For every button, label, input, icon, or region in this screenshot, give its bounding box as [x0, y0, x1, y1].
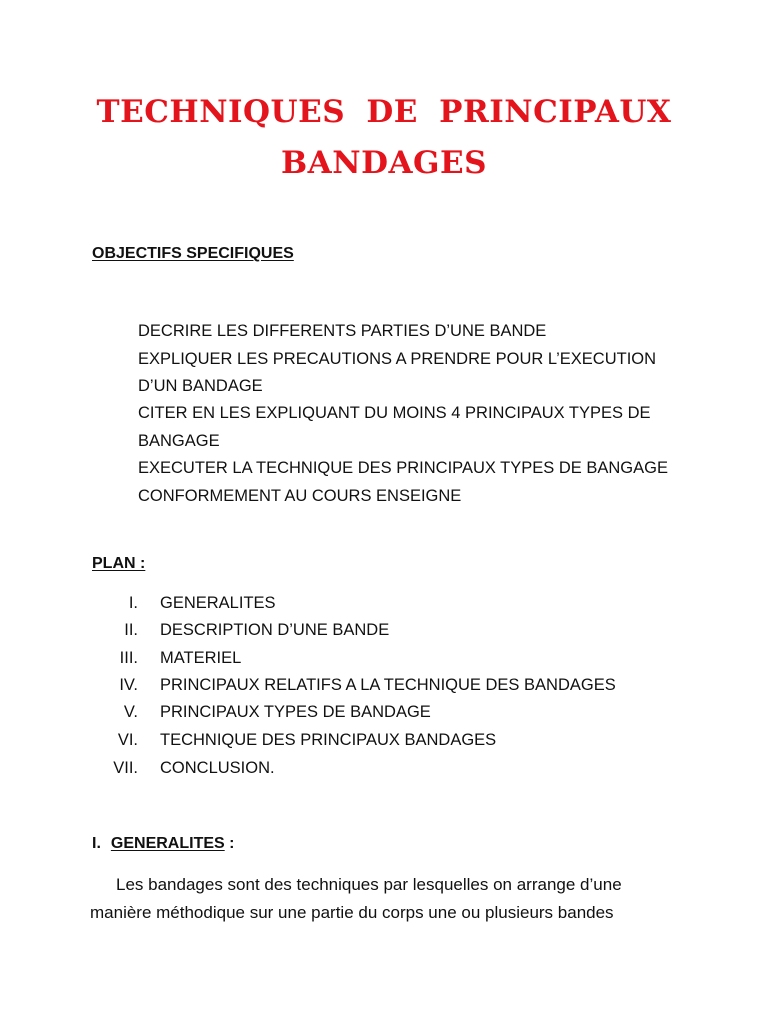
generalites-title: GENERALITES: [110, 835, 225, 852]
objectif-line: CITER EN LES EXPLIQUANT DU MOINS 4 PRINCIPAUX TYPES DE: [138, 404, 651, 422]
plan-item-number: VI.: [117, 731, 138, 749]
plan-item-text: PRINCIPAUX RELATIFS A LA TECHNIQUE DES BANDAGES: [160, 676, 616, 694]
generalites-colon: :: [224, 835, 235, 852]
objectif-line: CONFORMEMENT AU COURS ENSEIGNE: [138, 487, 462, 505]
objectif-line: EXECUTER LA TECHNIQUE DES PRINCIPAUX TYPES DE BANGAGE: [138, 459, 668, 477]
generalites-number: I.: [92, 835, 101, 852]
generalites-heading: [92, 836, 234, 852]
plan-item-text: DESCRIPTION D’UNE BANDE: [160, 621, 390, 639]
objectif-line: BANGAGE: [138, 432, 220, 450]
plan-item-number: III.: [119, 649, 138, 667]
plan-heading: PLAN :: [92, 555, 146, 572]
plan-item-text: MATERIEL: [160, 649, 242, 667]
document-title-line-2: BANDAGES: [280, 145, 487, 181]
plan-item-number: II.: [124, 621, 138, 639]
paragraph-line: Les bandages sont des techniques par lesquelles on arrange d’une: [116, 875, 622, 894]
plan-item-number: I.: [128, 594, 138, 612]
objectif-line: EXPLIQUER LES PRECAUTIONS A PRENDRE POUR L’EXECUTION: [138, 350, 657, 368]
objectif-line: D’UN BANDAGE: [138, 377, 263, 395]
plan-item-text: TECHNIQUE DES PRINCIPAUX BANDAGES: [160, 731, 497, 749]
objectifs-heading: OBJECTIFS SPECIFIQUES: [92, 245, 294, 262]
plan-item-text: CONCLUSION.: [160, 759, 275, 777]
plan-item-text: GENERALITES: [160, 594, 276, 612]
plan-item-text: PRINCIPAUX TYPES DE BANDAGE: [160, 703, 431, 721]
plan-item-number: IV.: [119, 676, 138, 694]
plan-item-number: V.: [123, 703, 138, 721]
paragraph-line: manière méthodique sur une partie du corps une ou plusieurs bandes: [90, 903, 614, 922]
objectif-line: DECRIRE LES DIFFERENTS PARTIES D’UNE BANDE: [138, 322, 547, 340]
plan-item-number: VII.: [113, 759, 138, 777]
document-title-line-1: TECHNIQUES DE PRINCIPAUX: [96, 94, 672, 130]
